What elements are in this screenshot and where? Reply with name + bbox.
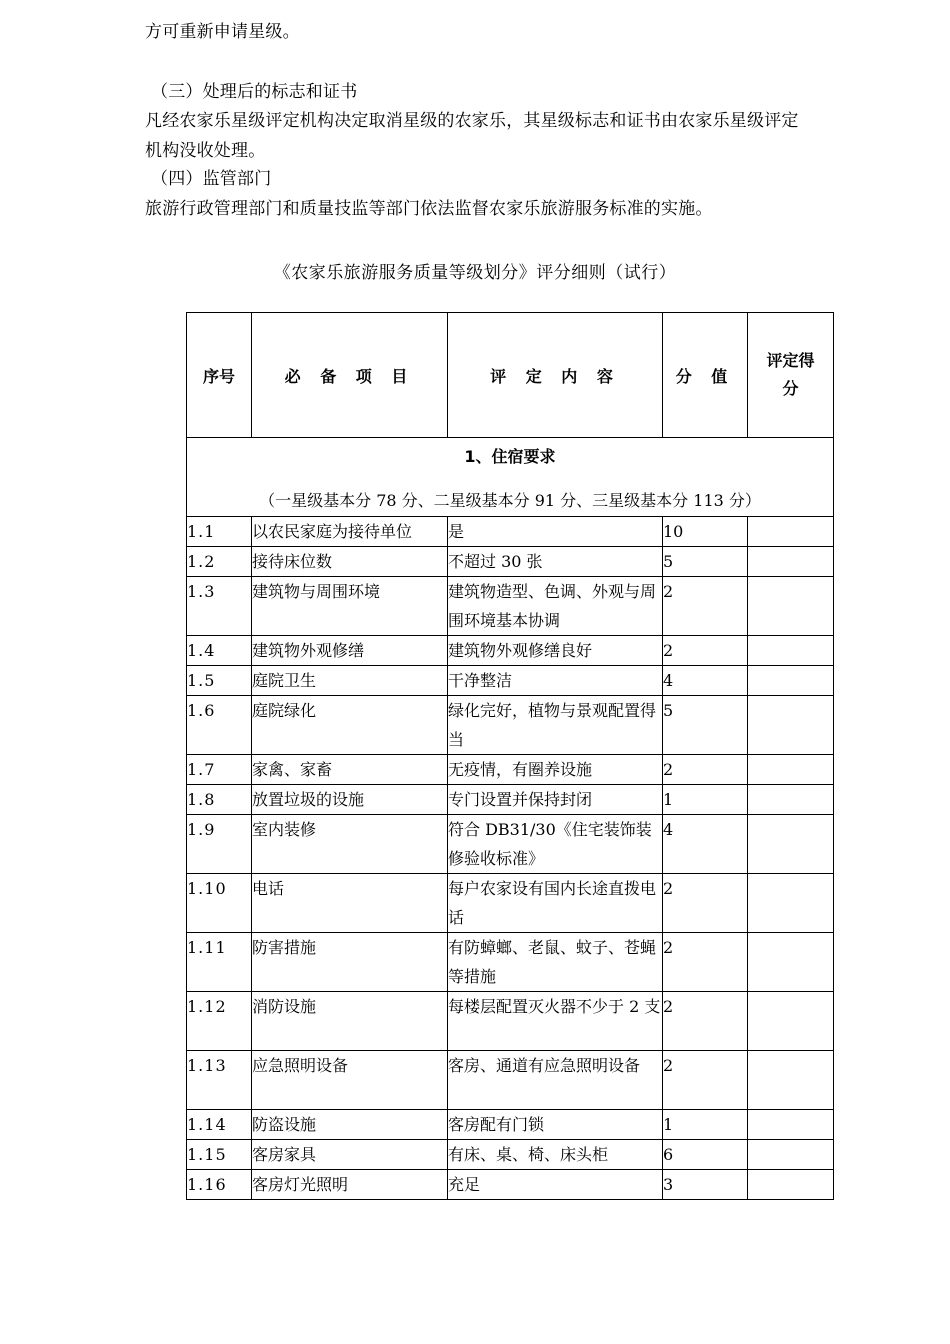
table-row [187,815,834,874]
cell-content: 充足 [448,1170,663,1200]
cell-no: 1.5 [187,666,252,696]
cell-value: 10 [663,517,748,547]
cell-score [748,636,834,666]
cell-value: 4 [663,815,748,874]
cell-item: 消防设施 [252,992,448,1051]
section-cell [187,438,834,517]
section-row [187,438,834,517]
cell-score [748,1140,834,1170]
table-row [187,666,834,696]
table-row [187,874,834,933]
cell-score [748,933,834,992]
cell-no: 1.9 [187,815,252,874]
table-row [187,547,834,577]
paragraph-line: 机构没收处理。 [145,141,266,161]
cell-value: 2 [663,755,748,785]
cell-content: 干净整洁 [448,666,663,696]
cell-item: 建筑物与周围环境 [252,577,448,636]
cell-no: 1.4 [187,636,252,666]
cell-score [748,755,834,785]
cell-item: 客房家具 [252,1140,448,1170]
cell-value: 4 [663,666,748,696]
table-row [187,1051,834,1110]
header-value-label: 分 值 [675,366,735,386]
cell-no: 1.14 [187,1110,252,1140]
paragraph-line: 旅游行政管理部门和质量技监等部门依法监督农家乐旅游服务标准的实施。 [145,199,713,219]
cell-score [748,696,834,755]
cell-content: 无疫情，有圈养设施 [448,755,663,785]
cell-no: 1.11 [187,933,252,992]
subheading-marks-certificates: （三）处理后的标志和证书 [151,82,358,102]
cell-score [748,992,834,1051]
table-row [187,577,834,636]
table-row [187,785,834,815]
cell-no: 1.8 [187,785,252,815]
header-content-label: 评 定 内 容 [490,366,620,386]
table-row [187,992,834,1051]
table-row [187,636,834,666]
cell-score [748,577,834,636]
cell-no: 1.16 [187,1170,252,1200]
paragraph-line: 方可重新申请星级。 [145,22,300,42]
cell-content: 有床、桌、椅、床头柜 [448,1140,663,1170]
cell-item: 家禽、家畜 [252,755,448,785]
paragraph-line: 凡经农家乐星级评定机构决定取消星级的农家乐，其星级标志和证书由农家乐星级评定 [145,111,799,131]
cell-score [748,815,834,874]
cell-item: 应急照明设备 [252,1051,448,1110]
cell-no: 1.12 [187,992,252,1051]
section-title: 1、住宿要求 [464,447,556,466]
cell-value: 2 [663,636,748,666]
cell-value: 1 [663,785,748,815]
cell-no: 1.2 [187,547,252,577]
header-item [252,313,448,438]
cell-content: 建筑物外观修缮良好 [448,636,663,666]
cell-score [748,874,834,933]
cell-value: 2 [663,992,748,1051]
cell-content: 专门设置并保持封闭 [448,785,663,815]
cell-no: 1.10 [187,874,252,933]
cell-score [748,785,834,815]
cell-content: 不超过 30 张 [448,547,663,577]
cell-no: 1.1 [187,517,252,547]
section-note: （一星级基本分 78 分、二星级基本分 91 分、三星级基本分 113 分） [259,491,761,510]
cell-content: 每楼层配置灭火器不少于 2 支 [448,992,663,1051]
header-score [748,313,834,438]
cell-value: 1 [663,1110,748,1140]
cell-item: 接待床位数 [252,547,448,577]
cell-item: 防盗设施 [252,1110,448,1140]
cell-item: 室内装修 [252,815,448,874]
cell-value: 6 [663,1140,748,1170]
cell-content: 有防蟑螂、老鼠、蚊子、苍蝇等措施 [448,933,663,992]
subheading-supervision: （四）监管部门 [151,169,272,189]
table-row [187,1170,834,1200]
cell-no: 1.3 [187,577,252,636]
cell-no: 1.6 [187,696,252,755]
header-score-line1: 评定得 [766,351,815,370]
cell-value: 5 [663,547,748,577]
cell-item: 客房灯光照明 [252,1170,448,1200]
cell-content: 每户农家设有国内长途直拨电话 [448,874,663,933]
cell-no: 1.7 [187,755,252,785]
cell-content: 是 [448,517,663,547]
table-row [187,1140,834,1170]
cell-content: 建筑物造型、色调、外观与周围环境基本协调 [448,577,663,636]
cell-content: 符合 DB31/30《住宅装饰装修验收标准》 [448,815,663,874]
cell-content: 绿化完好，植物与景观配置得当 [448,696,663,755]
header-value [663,313,748,438]
cell-value: 2 [663,874,748,933]
cell-value: 2 [663,577,748,636]
table-title: 《农家乐旅游服务质量等级划分》评分细则（试行） [273,263,677,283]
header-item-label: 必 备 项 目 [284,366,415,386]
table-row [187,755,834,785]
table-row [187,933,834,992]
cell-score [748,1170,834,1200]
scoring-table [186,312,834,1200]
table-row [187,696,834,755]
cell-item: 防害措施 [252,933,448,992]
header-content [448,313,663,438]
table-row [187,517,834,547]
cell-score [748,547,834,577]
header-no: 序号 [187,313,252,438]
cell-score [748,1051,834,1110]
cell-item: 以农民家庭为接待单位 [252,517,448,547]
cell-item: 建筑物外观修缮 [252,636,448,666]
cell-score [748,666,834,696]
cell-value: 3 [663,1170,748,1200]
header-score-line2: 分 [782,379,799,398]
cell-value: 2 [663,933,748,992]
cell-item: 电话 [252,874,448,933]
cell-no: 1.13 [187,1051,252,1110]
cell-value: 2 [663,1051,748,1110]
table-header-row [187,313,834,438]
cell-no: 1.15 [187,1140,252,1170]
table-row [187,1110,834,1140]
cell-content: 客房、通道有应急照明设备 [448,1051,663,1110]
cell-score [748,1110,834,1140]
cell-item: 庭院卫生 [252,666,448,696]
cell-value: 5 [663,696,748,755]
cell-item: 放置垃圾的设施 [252,785,448,815]
cell-score [748,517,834,547]
cell-item: 庭院绿化 [252,696,448,755]
cell-content: 客房配有门锁 [448,1110,663,1140]
